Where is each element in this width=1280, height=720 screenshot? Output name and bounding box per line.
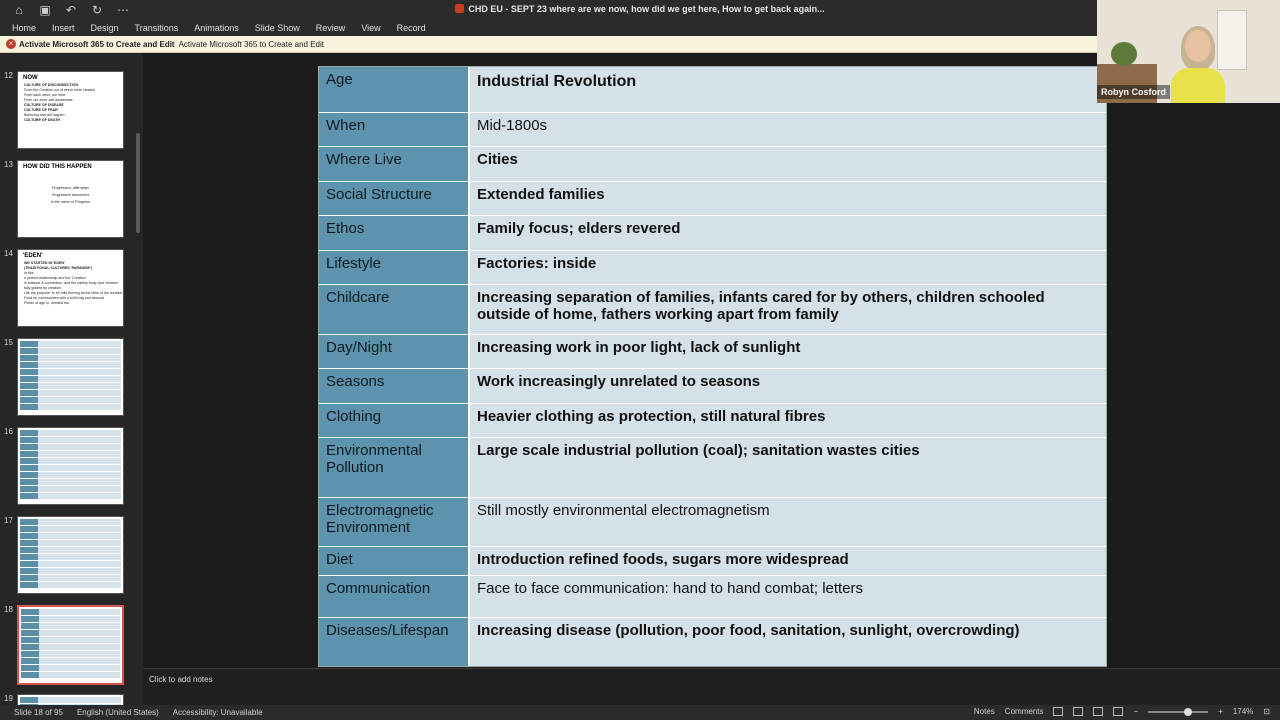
slide-counter: Slide 18 of 95 [14,708,63,717]
thumbnail-line: fully guided by creation [24,286,61,290]
zoom-out-icon[interactable]: − [1133,707,1139,716]
zoom-in-icon[interactable]: + [1218,707,1223,716]
ribbon-tabs [0,22,1280,36]
row-label: Childcare [319,285,470,334]
powerpoint-icon [455,4,464,13]
tab-transitions[interactable]: Transitions [134,23,179,33]
language-indicator[interactable]: English (United States) [76,708,159,717]
status-bar [0,705,1280,720]
row-value: Factories: inside [470,251,1106,284]
more-icon[interactable]: ⋯ [117,3,129,17]
thumbnail-line: Food for communities with a full living and abound [24,296,104,300]
row-label: Day/Night [319,335,470,368]
thumbnail-line: In this [24,271,34,275]
webcam-window [1217,10,1247,70]
thumbnail-line: WE STARTED IN 'EDEN' [24,261,65,265]
thumbnail-line: (TRADITIONAL CULTURES 'PARADISE') [24,266,92,270]
row-value: Increasing work in poor light, lack of sunlight [470,335,1106,368]
activation-banner [0,36,1280,53]
table-row [319,547,1106,576]
thumbnail-line: Progressive disconnect [51,193,90,197]
row-label: Communication [319,576,470,617]
webcam-person-body [1171,68,1225,103]
thumbnail-line: Life the purpose: to be fully thriving as the bliss of the creation [24,291,123,295]
row-label: When [319,113,470,146]
slide-number: 14 [4,249,13,258]
row-label: Seasons [319,369,470,403]
row-value: Increasing disease (pollution, poor food, sanitation, sunlight, overcrowding) [470,618,1106,666]
thumbnail-line: From each other, our tribe [24,93,66,97]
thumbnail-title: 'EDEN' [23,253,43,259]
thumbnail-line: Power of age in, needed too [24,301,69,305]
zoom-slider[interactable] [1148,711,1208,713]
accessibility-indicator[interactable]: Accessibility: Unavailable [172,708,263,717]
row-value: Family focus; elders revered [470,216,1106,250]
slide-sorter-icon[interactable] [1073,707,1083,716]
undo-icon[interactable]: ↶ [65,3,77,17]
fit-slide-icon[interactable]: ⊡ [1263,707,1270,716]
zoom-level[interactable]: 174% [1232,707,1254,716]
row-value: Mid-1800s [470,113,1106,146]
tab-design[interactable]: Design [90,23,119,33]
table-row [319,576,1106,618]
thumbnail-line: in balance & connection, and the earthly body and 'children' [24,281,119,285]
thumbnail-line: Progressive, little steps [52,186,89,190]
table-row [319,438,1106,498]
row-value: Work increasingly unrelated to seasons [470,369,1106,403]
tab-insert[interactable]: Insert [52,23,75,33]
thumbnail-line: From our inner self awareness [24,98,73,102]
slide-number: 13 [4,160,13,169]
thumbnail-line: CULTURE OF DISEASE [24,103,64,107]
row-value: Introduction refined foods, sugars more widespread [470,547,1106,575]
notes-button[interactable]: Notes [973,707,995,716]
row-value: Large scale industrial pollution (coal); sanitation wastes cities [470,438,1106,497]
table-row [319,216,1106,251]
row-label: Where Live [319,147,470,181]
slide-number: 17 [4,516,13,525]
table-row [319,182,1106,216]
row-label: Electromagnetic Environment [319,498,470,546]
row-label: Clothing [319,404,470,437]
thumbnail-title: NOW [23,75,38,81]
participant-name: Robyn Cosford [1097,85,1170,99]
row-label: Social Structure [319,182,470,215]
table-row [319,67,1106,113]
tab-view[interactable]: View [361,23,381,33]
table-row [319,618,1106,666]
row-label: Environmental Pollution [319,438,470,497]
row-value: Heavier clothing as protection, still natural fibres [470,404,1106,437]
mini-table [20,341,121,413]
thumbnail-line: CULTURE OF DISCONNECTION [24,83,79,87]
table-row [319,335,1106,369]
close-icon[interactable]: × [6,39,16,49]
webcam-overlay [1097,0,1280,103]
thumbnail-title: HOW DID THIS HAPPEN [23,164,92,170]
row-value: Cities [470,147,1106,181]
table-row [319,113,1106,147]
thumbnail-line: CULTURE OF FEAR [24,108,58,112]
slide-thumbnail-panel [0,53,143,705]
normal-view-icon[interactable] [1053,707,1063,716]
thumbnail-line: a perfect relationship and the 'Creation' [24,276,87,280]
home-icon[interactable]: ⌂ [15,3,23,17]
row-label: Diseases/Lifespan [319,618,470,666]
thumbnail-scrollbar[interactable] [136,133,140,233]
thumbnail-line: In the name of 'Progress' [50,200,91,204]
thumbnail-line: Believing bad will happen [24,113,65,117]
table-row [319,147,1106,182]
table-row [319,285,1106,335]
notes-pane[interactable] [143,668,1280,705]
slide-number: 12 [4,71,13,80]
webcam-plant [1111,42,1137,66]
mini-table [20,697,121,705]
document-title: CHD EU - SEPT 23 where are we now, how did we get here, How to get back again... [0,4,1280,14]
table-row [319,251,1106,285]
row-label: Diet [319,547,470,575]
mini-table [20,430,121,502]
slide-number: 16 [4,427,13,436]
current-slide[interactable] [318,66,1107,667]
row-value: Industrial Revolution [470,67,1106,112]
title-bar [0,0,1280,22]
table-row [319,369,1106,404]
tab-animations[interactable]: Animations [194,23,239,33]
row-label: Age [319,67,470,112]
notes-placeholder[interactable]: Click to add notes [149,675,213,684]
row-label: Lifestyle [319,251,470,284]
row-value: Face to face communication: hand to hand combat; letters [470,576,1106,617]
slide-number: 15 [4,338,13,347]
row-value: Increasing separation of families, infants cared for by others, children schooled outside of home, fathers working apart from family [470,285,1106,334]
webcam-person-head [1185,30,1211,62]
thumbnail-line: CULTURE OF DEATH [24,118,60,122]
tab-review[interactable]: Review [315,23,346,33]
slide-number: 19 [4,694,13,703]
thumbnail-line: From the Creation out of which were created [24,88,95,92]
tab-slide-show[interactable]: Slide Show [254,23,300,33]
slide-number: 18 [4,605,13,614]
table-row [319,404,1106,438]
tab-home[interactable]: Home [12,23,37,33]
mini-table [20,519,121,591]
redo-icon[interactable]: ↻ [91,3,103,17]
row-value: Extended families [470,182,1106,215]
row-label: Ethos [319,216,470,250]
save-icon[interactable]: ▣ [39,3,51,17]
row-value: Still mostly environmental electromagnetism [470,498,1106,546]
table-row [319,498,1106,547]
zoom-knob[interactable] [1184,708,1192,716]
comments-button[interactable]: Comments [1004,707,1044,716]
mini-table [21,609,120,681]
tab-record[interactable]: Record [396,23,426,33]
reading-view-icon[interactable] [1093,707,1103,716]
slideshow-icon[interactable] [1113,707,1123,716]
activation-message[interactable]: Activate Microsoft 365 to Create and Edit Activate Microsoft 365 to Create and Edit [19,40,324,49]
